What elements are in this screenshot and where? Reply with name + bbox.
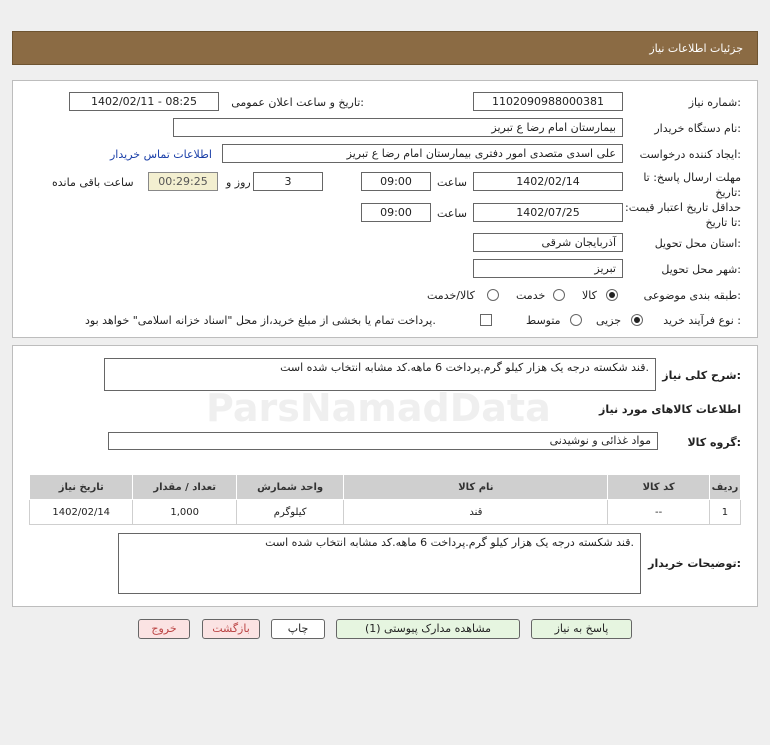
announce-field: 1402/02/11 - 08:25	[69, 92, 219, 111]
page-header	[12, 31, 758, 65]
creator-field: علی اسدی متصدی امور دفتری بیمارستان امام رضا ع تبریز	[222, 144, 623, 163]
announce-label: تاریخ و ساعت اعلان عمومی:	[231, 96, 364, 109]
city-field: تبریز	[473, 259, 623, 278]
goods-table-header	[30, 475, 741, 500]
validity-label: حداقل تاریخ اعتبار قیمت: تا تاریخ:	[625, 201, 741, 229]
reply-button[interactable]: پاسخ به نیاز	[531, 619, 632, 639]
cell-date: 1402/02/14	[30, 500, 133, 525]
cell-unit: کیلوگرم	[236, 500, 343, 525]
summary-label: شرح کلی نیاز:	[662, 369, 741, 382]
category-option-service: خدمت	[516, 289, 546, 302]
validity-date-field: 1402/07/25	[473, 203, 623, 222]
category-radio-goods[interactable]	[606, 289, 618, 301]
process-radio-medium[interactable]	[570, 314, 582, 326]
validity-time-field: 09:00	[361, 203, 431, 222]
city-label: شهر محل تحویل:	[661, 263, 741, 276]
goods-group-label: گروه کالا:	[687, 436, 741, 449]
process-radio-minor[interactable]	[631, 314, 643, 326]
contact-info-link[interactable]: اطلاعات تماس خریدار	[110, 148, 212, 161]
cell-name: قند	[344, 500, 608, 525]
watermark-logo: ParsNamadData	[206, 386, 551, 430]
remaining-time-field: 00:29:25	[148, 172, 218, 191]
treasury-payment-checkbox[interactable]	[480, 314, 492, 326]
remaining-time-label: ساعت باقی مانده	[52, 176, 134, 189]
goods-section-title: اطلاعات کالاهای مورد نیاز	[599, 403, 741, 416]
category-radio-goods-service[interactable]	[487, 289, 499, 301]
creator-label: ایجاد کننده درخواست:	[639, 148, 741, 161]
category-label: طبقه بندی موضوعی:	[643, 289, 741, 302]
cell-code: --	[608, 500, 709, 525]
col-qty: تعداد / مقدار	[133, 475, 236, 500]
buyer-notes-field: قند شکسته درجه یک هزار کیلو گرم.پرداخت 6 ماهه.کد مشابه انتخاب شده است.	[118, 533, 641, 594]
process-label: نوع فرآیند خرید :	[663, 314, 741, 327]
col-code: کد کالا	[608, 475, 709, 500]
province-label: استان محل تحویل:	[654, 237, 741, 250]
need-number-field: 1102090988000381	[473, 92, 623, 111]
back-button[interactable]: بازگشت	[202, 619, 260, 639]
category-option-goods-service: کالا/خدمت	[427, 289, 475, 302]
table-row	[30, 500, 741, 525]
process-option-medium: متوسط	[526, 314, 561, 327]
category-radio-service[interactable]	[553, 289, 565, 301]
exit-button[interactable]: خروج	[138, 619, 190, 639]
page-title: جزئیات اطلاعات نیاز	[649, 42, 743, 55]
print-button[interactable]: چاپ	[271, 619, 325, 639]
days-field: 3	[253, 172, 323, 191]
goods-table	[29, 474, 741, 525]
treasury-payment-note: پرداخت تمام یا بخشی از مبلغ خرید،از محل "اسناد خزانه اسلامی" خواهد بود.	[85, 314, 436, 327]
cell-qty: 1,000	[133, 500, 236, 525]
reply-date-field: 1402/02/14	[473, 172, 623, 191]
buyer-notes-label: توضیحات خریدار:	[648, 557, 741, 570]
buyer-org-label: نام دستگاه خریدار:	[654, 122, 741, 135]
summary-field: قند شکسته درجه یک هزار کیلو گرم.پرداخت 6 ماهه.کد مشابه انتخاب شده است.	[104, 358, 656, 391]
days-label: روز و	[226, 176, 251, 189]
category-option-goods: کالا	[582, 289, 597, 302]
need-number-label: شماره نیاز:	[688, 96, 741, 109]
cell-row: 1	[709, 500, 740, 525]
col-unit: واحد شمارش	[236, 475, 343, 500]
col-row: ردیف	[709, 475, 740, 500]
process-option-minor: جزیی	[596, 314, 622, 327]
province-field: آذربایجان شرقی	[473, 233, 623, 252]
goods-group-field: مواد غذائی و نوشیدنی	[108, 432, 658, 450]
reply-time-field: 09:00	[361, 172, 431, 191]
reply-time-label: ساعت	[437, 176, 467, 189]
col-date: تاریخ نیاز	[30, 475, 133, 500]
reply-deadline-label: مهلت ارسال پاسخ: تا تاریخ:	[643, 171, 741, 199]
validity-time-label: ساعت	[437, 207, 467, 220]
buyer-org-field: بیمارستان امام رضا ع تبریز	[173, 118, 623, 137]
col-name: نام کالا	[344, 475, 608, 500]
attachments-button[interactable]: مشاهده مدارک پیوستی (1)	[336, 619, 520, 639]
